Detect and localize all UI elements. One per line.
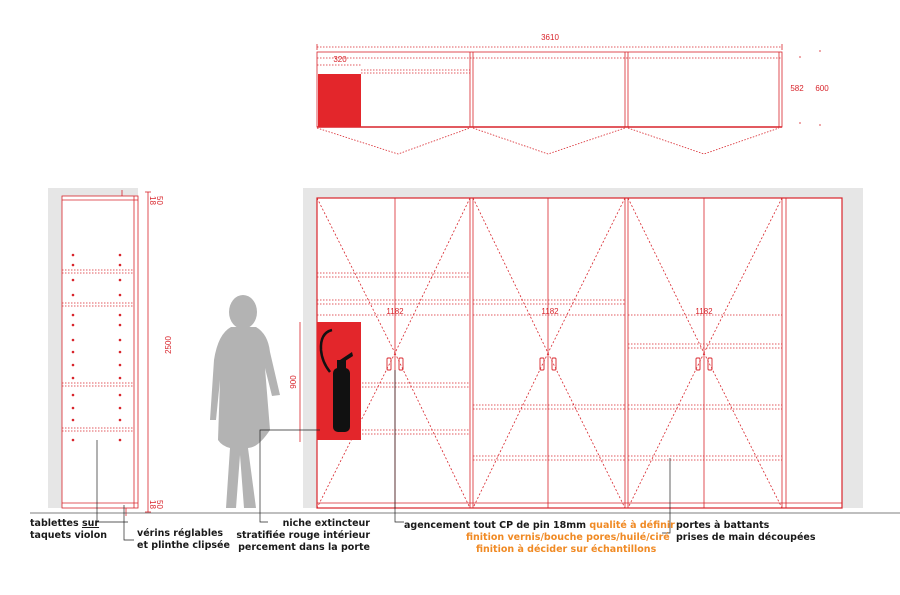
niche-plan-fill — [318, 74, 361, 127]
dim-door-3: 1182 — [695, 307, 713, 316]
note-shelves — [30, 518, 107, 542]
wall-right — [842, 188, 863, 508]
dim-top-margin: 50 — [155, 196, 164, 205]
dim-left-module: 320 — [333, 55, 347, 64]
note-feet — [137, 528, 230, 552]
dim-small-gap-top: 18 — [148, 196, 157, 205]
dim-door-1: 1182 — [386, 307, 404, 316]
note-feet-line1: vérins réglables — [137, 528, 224, 539]
note-material-line1: agencement tout CP de pin 18mm — [404, 520, 590, 531]
note-niche-line2: stratifiée rouge intérieur — [236, 530, 370, 541]
wall-left — [48, 188, 62, 508]
note-niche — [230, 518, 370, 554]
dim-total-width: 3610 — [541, 33, 559, 42]
wall-top-left — [48, 188, 138, 196]
shelf-pin-holes — [72, 254, 122, 442]
dim-bottom-margin: 50 — [155, 500, 164, 509]
note-doors-line2: prises de main découpées — [676, 532, 816, 543]
wall-top — [303, 188, 863, 198]
section-view — [62, 190, 151, 516]
note-material-quality: qualité à définir — [589, 520, 675, 531]
cabinet-front — [300, 198, 842, 508]
note-shelves-text: tablettes — [30, 518, 82, 529]
note-shelves-sur: sur — [81, 518, 100, 529]
dim-small-gap-bottom: 18 — [148, 500, 157, 509]
note-material-line2: finition vernis/bouche pores/huilé/ciré — [466, 532, 670, 543]
dim-niche-height: 900 — [289, 375, 298, 389]
note-niche-line1: niche extincteur — [282, 518, 370, 529]
note-feet-line2: et plinthe clipsée — [137, 540, 230, 551]
note-doors-line1: portes à battants — [676, 520, 770, 531]
plan-view — [317, 44, 820, 154]
dim-depth-inner: 582 — [790, 84, 804, 93]
wall-middle — [303, 188, 317, 508]
leader-lines — [97, 370, 670, 540]
note-doors — [676, 520, 816, 544]
door-handles — [387, 358, 712, 370]
dim-height: 2500 — [164, 336, 173, 354]
dim-door-2: 1182 — [541, 307, 559, 316]
note-material — [404, 520, 675, 556]
note-material-line3: finition à décider sur échantillons — [476, 544, 657, 555]
dim-depth-outer: 600 — [815, 84, 829, 93]
note-niche-line3: percement dans la porte — [238, 542, 370, 553]
note-shelves-line2: taquets violon — [30, 530, 107, 541]
person-silhouette-icon — [210, 295, 280, 508]
